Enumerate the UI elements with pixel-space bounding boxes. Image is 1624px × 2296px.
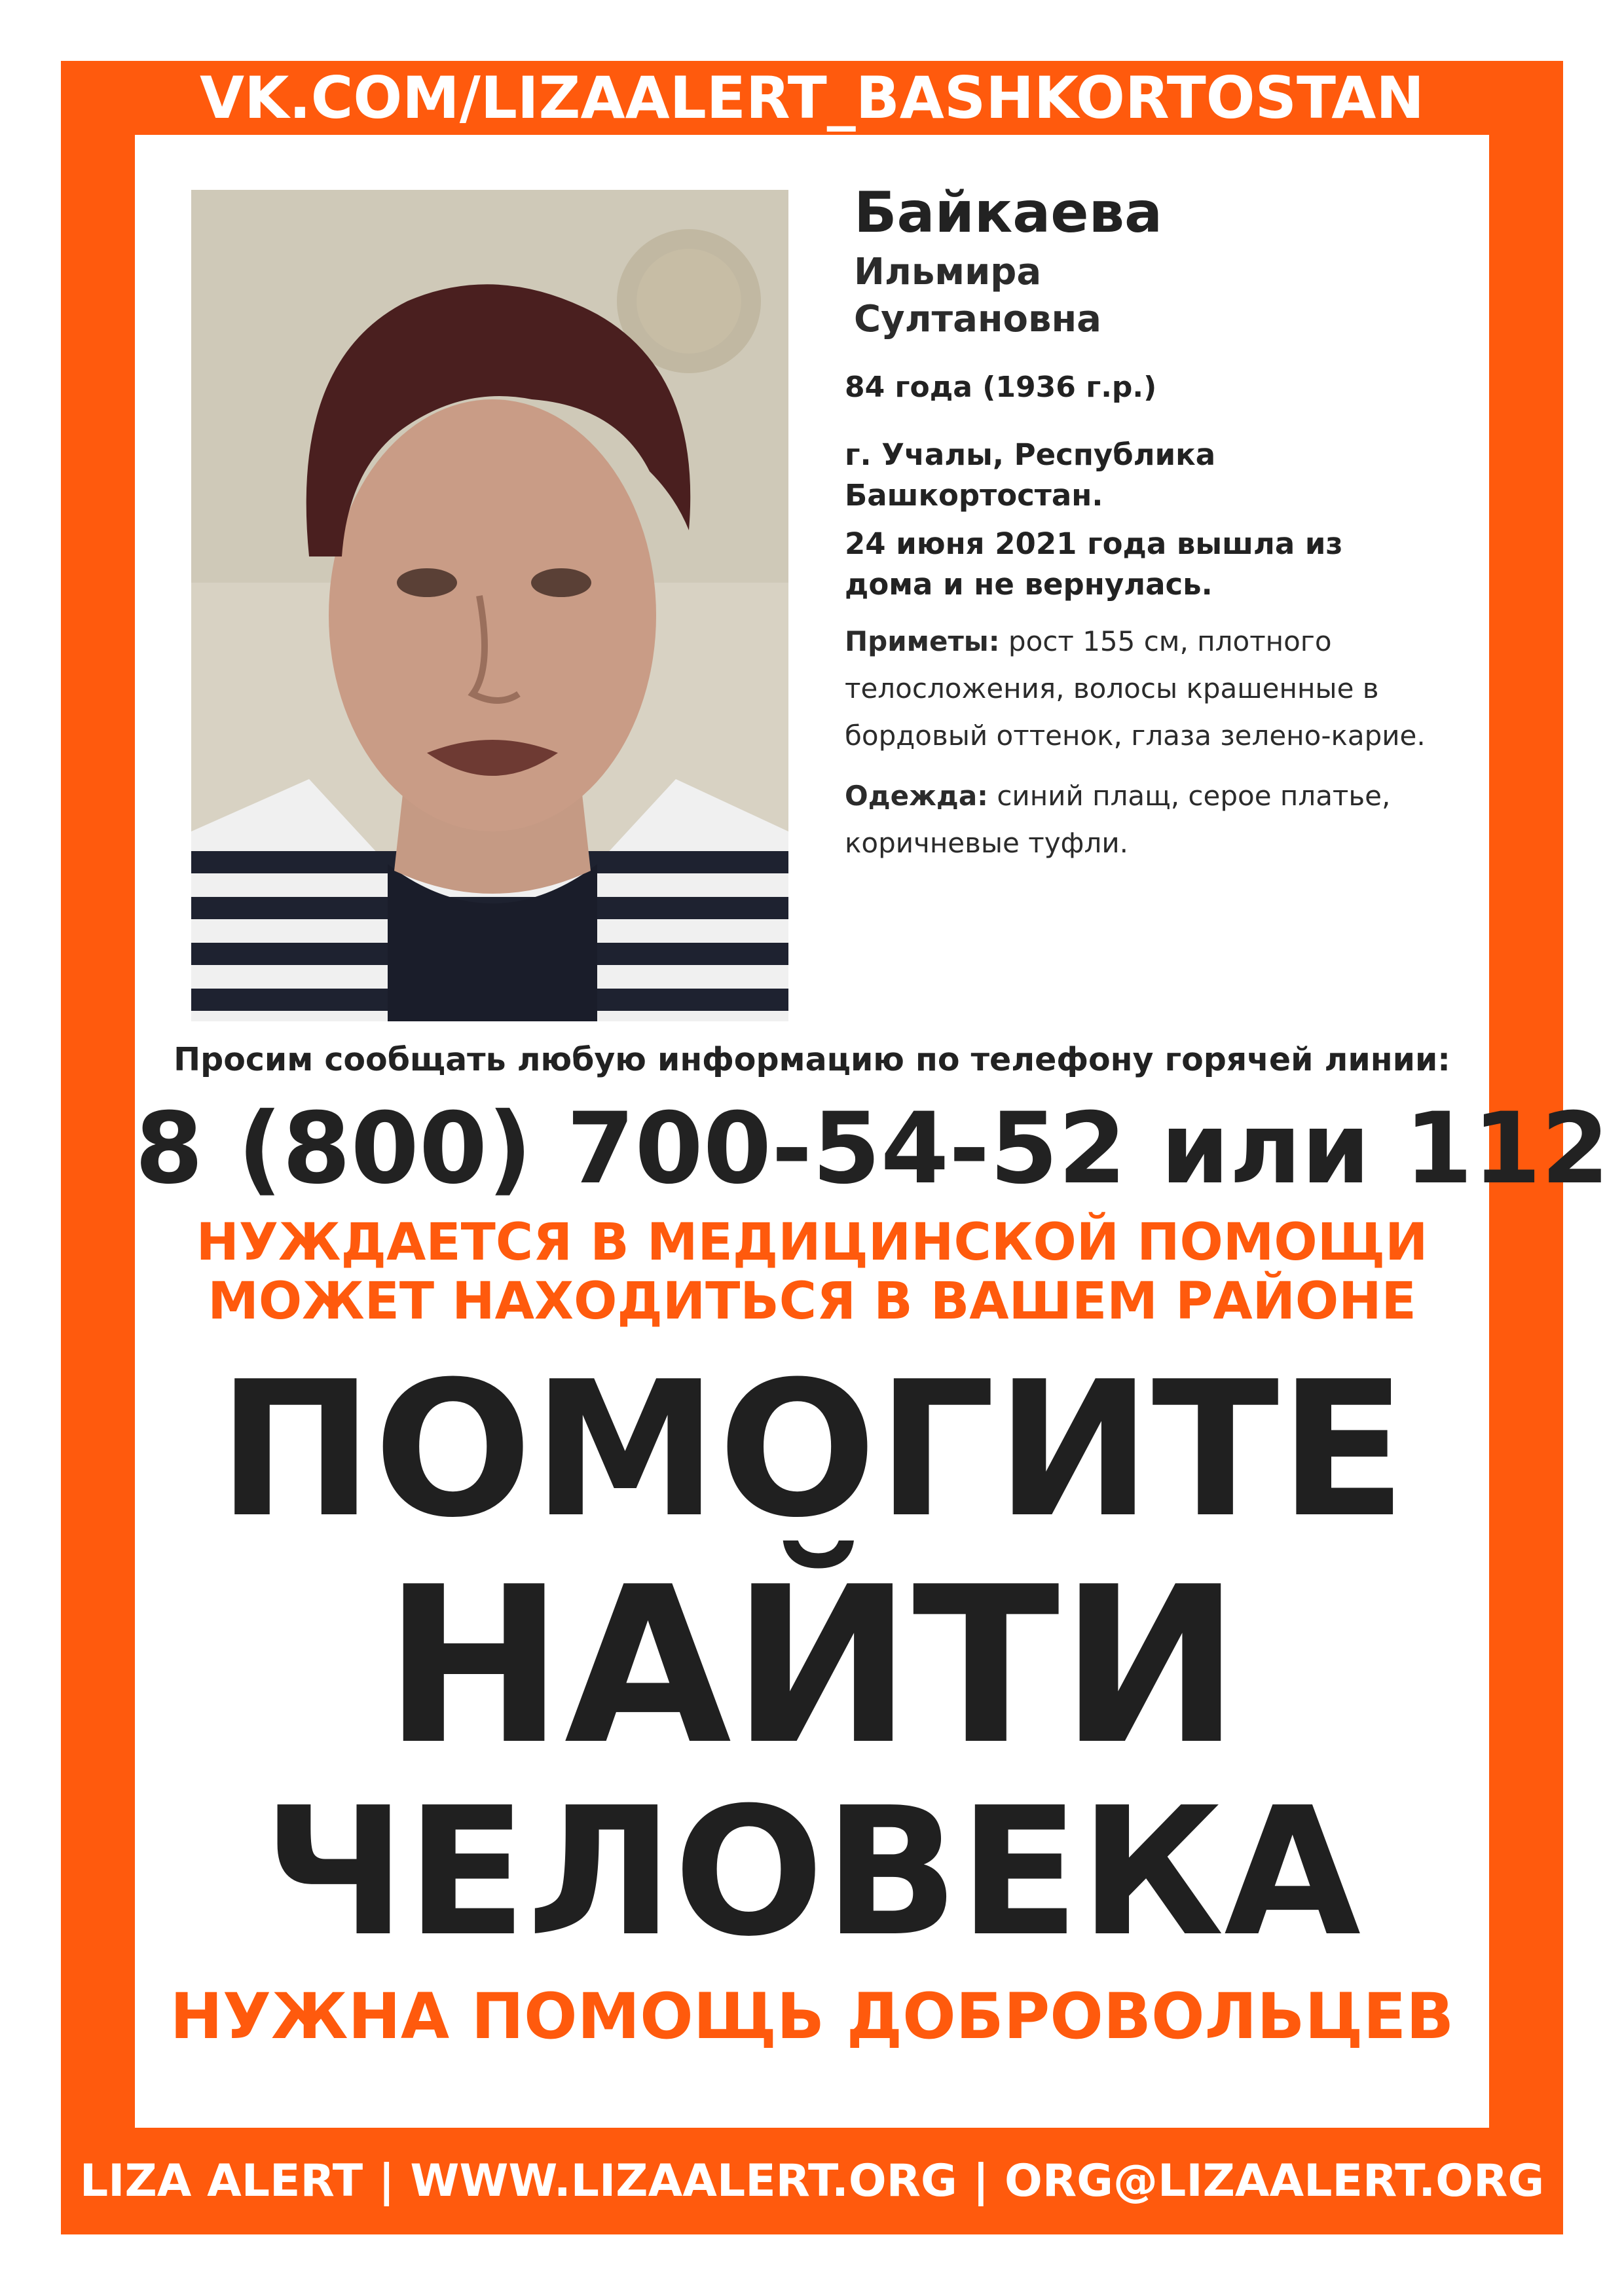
missing-person-photo (191, 190, 788, 1021)
clothing (845, 773, 1473, 867)
clothes-label: Одежда: (845, 780, 988, 812)
headline-person: ЧЕЛОВЕКА (263, 1769, 1361, 1975)
event-line-1: 24 июня 2021 года вышла из (845, 526, 1343, 561)
nearby-alert: МОЖЕТ НАХОДИТЬСЯ В ВАШЕМ РАЙОНЕ (208, 1272, 1416, 1331)
location-line-2: Башкортостан. (845, 478, 1103, 513)
surname: Байкаева (854, 180, 1163, 246)
clothes-text: синий плащ, серое платье, коричневые туфли. (845, 780, 1391, 859)
missing-event (845, 524, 1473, 605)
headline-help: ПОМОГИТЕ (217, 1341, 1407, 1559)
age: 84 года (1936 г.р.) (845, 371, 1157, 404)
vk-group-link[interactable]: VK.COM/LIZAALERT_BASHKORTOSTAN (200, 64, 1424, 132)
volunteers-needed: НУЖНА ПОМОЩЬ ДОБРОВОЛЬЦЕВ (170, 1980, 1454, 2053)
headline-find: НАЙТИ (383, 1540, 1241, 1792)
distinguishing-signs (845, 618, 1473, 759)
medical-help-alert: НУЖДАЕТСЯ В МЕДИЦИНСКОЙ ПОМОЩИ (196, 1213, 1428, 1272)
event-line-2: дома и не вернулась. (845, 567, 1213, 602)
first-name: Ильмира (854, 251, 1042, 293)
signs-text: рост 155 см, плотного телосложения, волосы крашенные в бордовый оттенок, глаза зелено-карие. (845, 625, 1426, 752)
footer-contacts[interactable]: LIZA ALERT | WWW.LIZAALERT.ORG | ORG@LIZAALERT.ORG (79, 2155, 1545, 2207)
hotline-phone[interactable]: 8 (800) 700-54-52 или 112 (135, 1092, 1610, 1206)
location-line-1: г. Учалы, Республика (845, 437, 1216, 472)
patronymic: Султановна (854, 298, 1101, 340)
person-info (845, 177, 1473, 867)
hotline-prompt: Просим сообщать любую информацию по телефону горячей линии: (174, 1041, 1450, 1078)
location (845, 435, 1473, 516)
signs-label: Приметы: (845, 625, 1000, 657)
